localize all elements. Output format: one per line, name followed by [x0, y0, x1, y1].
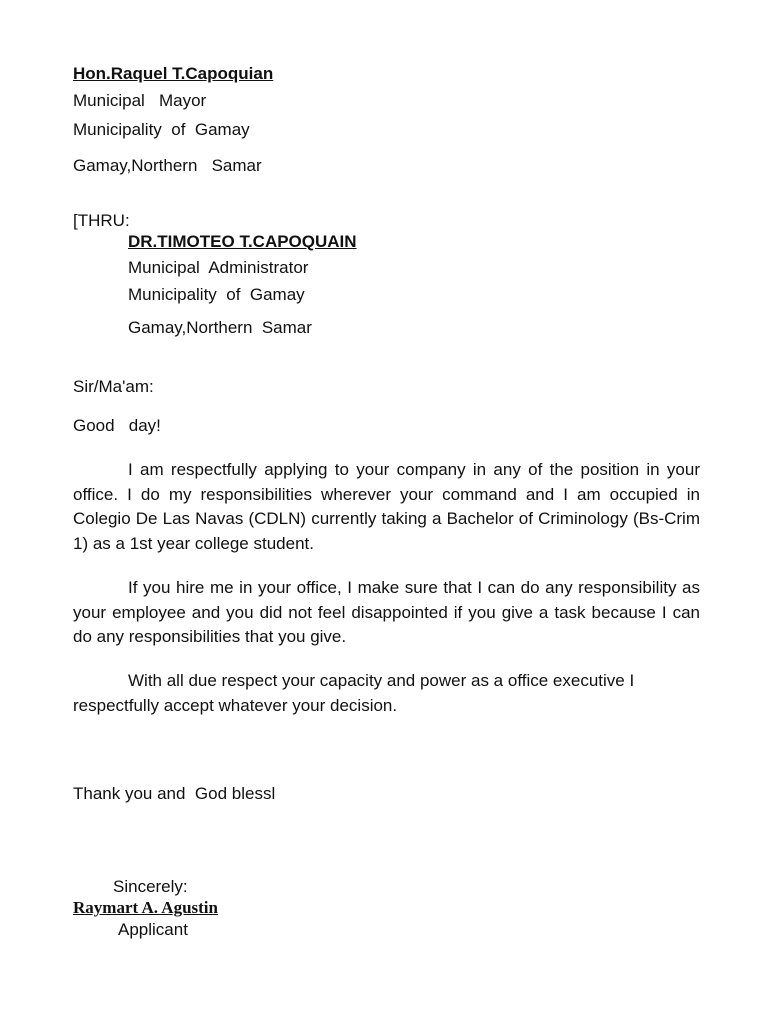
thru-title: Municipal Administrator: [128, 258, 309, 277]
recipient-name: Hon.Raquel T.Capoquian: [73, 64, 274, 83]
thru-label: [THRU:: [73, 211, 130, 230]
thru-org: Municipality of Gamay: [128, 285, 305, 304]
recipient-org: Municipality of Gamay: [73, 120, 250, 139]
signer-name: Raymart A. Agustin: [73, 898, 218, 917]
recipient-title: Municipal Mayor: [73, 91, 207, 110]
closing-sincerely: Sincerely:: [113, 877, 188, 896]
body-paragraph-3: With all due respect your capacity and power as a office executive I respectfully accept whatever your decision.: [73, 671, 635, 715]
thru-address: Gamay,Northern Samar: [128, 318, 312, 337]
body-paragraph-1: I am respectfully applying to your company in any of the position in your office. I do my responsibilities wherever your command and I am occupied in Colegio De Las Navas (CDLN) currently taking a Bachelor of Criminology (Bs-Crim 1) as a 1st year college student.: [73, 460, 700, 553]
thru-name: DR.TIMOTEO T.CAPOQUAIN: [128, 232, 357, 251]
signer-role: Applicant: [118, 920, 188, 939]
recipient-address: Gamay,Northern Samar: [73, 156, 262, 175]
closing-thanks: Thank you and God blessl: [73, 784, 276, 803]
salutation: Sir/Ma'am:: [73, 377, 154, 396]
body-paragraph-2: If you hire me in your office, I make sure that I can do any responsibility as your employee and you did not feel disappointed if you give a task because I can do any responsibilities that you give.: [73, 578, 700, 646]
greeting: Good day!: [73, 416, 161, 435]
